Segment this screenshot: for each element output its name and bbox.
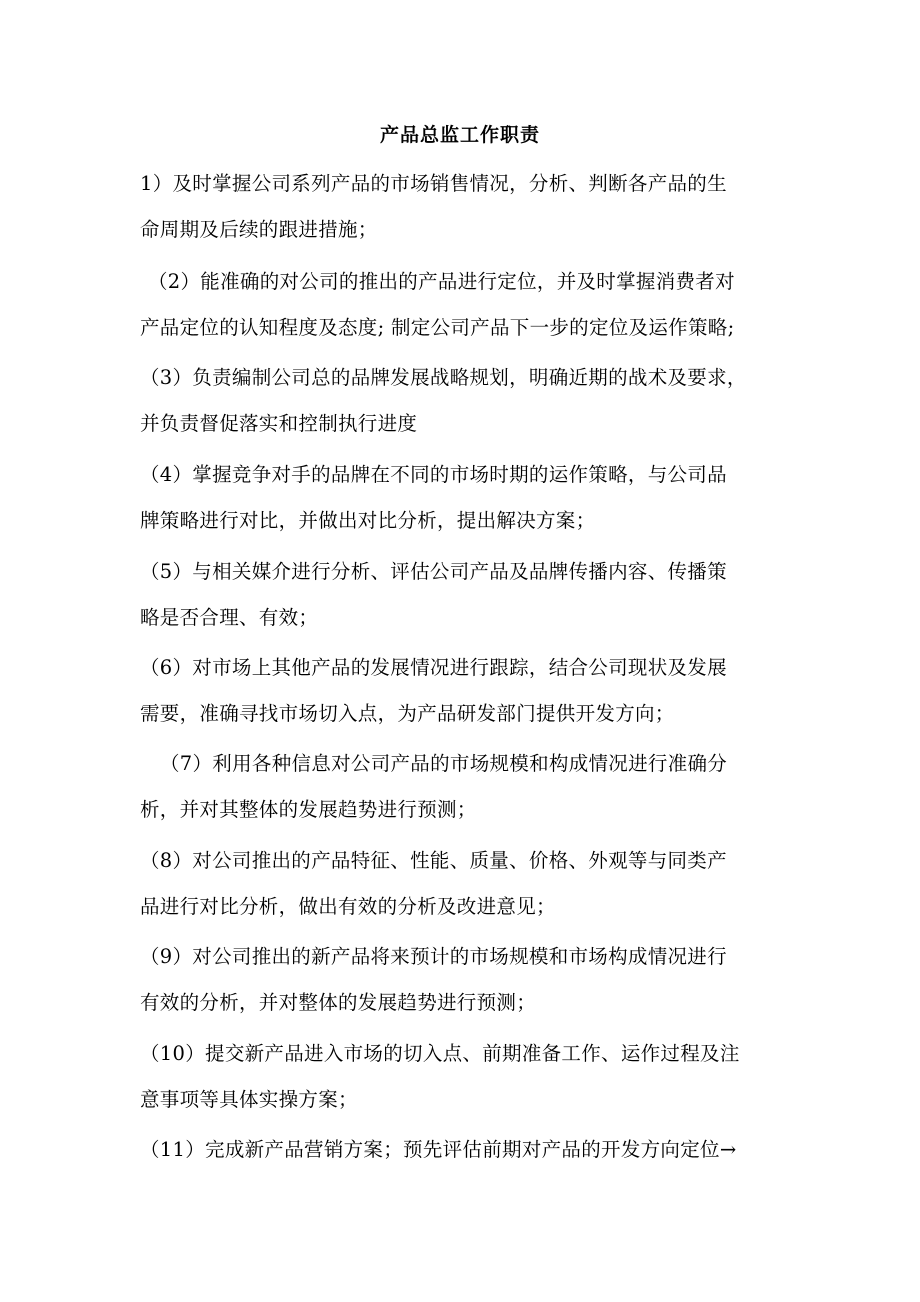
text-line: （8）对公司推出的产品特征、性能、质量、价格、外观等与同类产 [140, 849, 727, 872]
text-line: （5）与相关媒介进行分析、评估公司产品及品牌传播内容、传播策 [140, 560, 727, 583]
text-line: （11）完成新产品营销方案；预先评估前期对产品的开发方向定位→ [140, 1138, 737, 1161]
text-line: （10）提交新产品进入市场的切入点、前期准备工作、运作过程及注 [140, 1042, 740, 1065]
text-line: （4）掌握竞争对手的品牌在不同的市场时期的运作策略，与公司品 [140, 463, 727, 486]
text-line: 命周期及后续的跟进措施； [140, 218, 378, 241]
text-line: 产品定位的认知程度及态度; 制定公司产品下一步的定位及运作策略; [140, 316, 735, 339]
text-line: 析，并对其整体的发展趋势进行预测； [140, 798, 477, 821]
text-line: （3）负责编制公司总的品牌发展战略规划，明确近期的战术及要求， [140, 366, 747, 389]
text-line: 略是否合理、有效； [140, 606, 319, 629]
text-line: （6）对市场上其他产品的发展情况进行跟踪，结合公司现状及发展 [140, 656, 727, 679]
document-title: 产品总监工作职责 [379, 124, 540, 146]
text-line: 有效的分析，并对整体的发展趋势进行预测； [140, 991, 537, 1014]
text-line: 并负责督促落实和控制执行进度 [140, 412, 418, 435]
text-line: 品进行对比分析，做出有效的分析及改进意见； [140, 895, 556, 918]
text-line: （9）对公司推出的新产品将来预计的市场规模和市场构成情况进行 [140, 945, 727, 968]
text-line: （2）能准确的对公司的推出的产品进行定位，并及时掌握消费者对 [148, 270, 735, 293]
text-line: 需要，准确寻找市场切入点，为产品研发部门提供开发方向； [140, 702, 675, 725]
text-line: 意事项等具体实操方案； [140, 1088, 358, 1111]
text-line: 牌策略进行对比，并做出对比分析，提出解决方案； [140, 509, 596, 532]
text-line: （7）利用各种信息对公司产品的市场规模和构成情况进行准确分 [160, 752, 728, 775]
text-line: 1）及时掌握公司系列产品的市场销售情况，分析、判断各产品的生 [140, 172, 727, 195]
